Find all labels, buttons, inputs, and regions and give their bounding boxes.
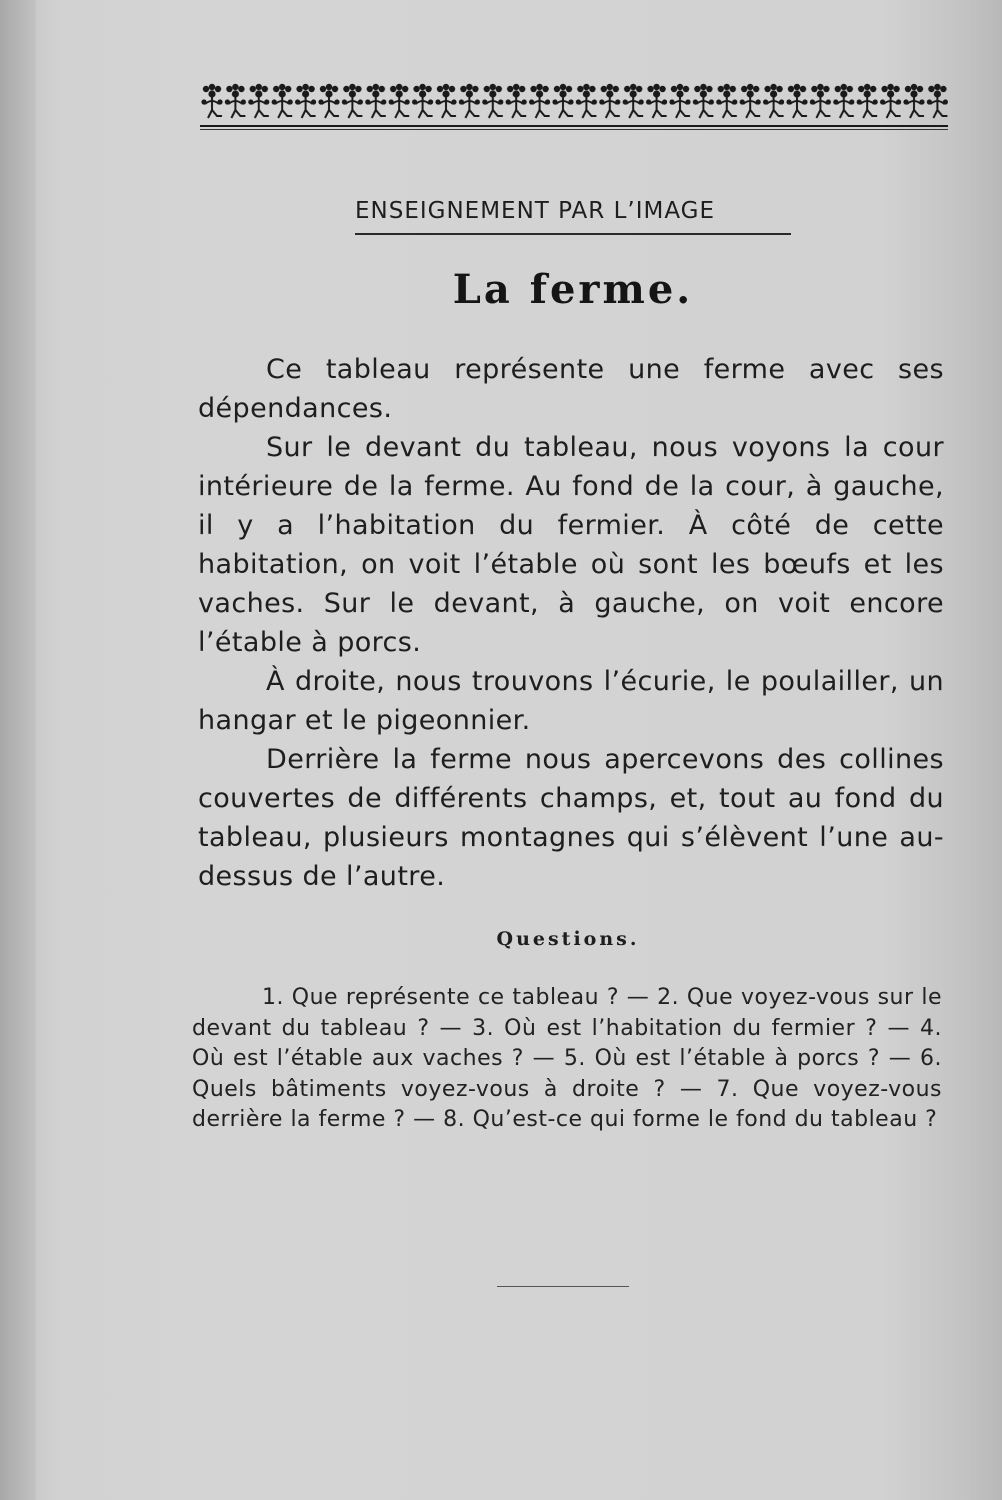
page-title: La ferme.	[452, 266, 694, 313]
book-spine-shadow	[0, 0, 36, 1500]
paragraph-3: À droite, nous trouvons l’écurie, le poulailler, un hangar et le pigeonnier.	[198, 666, 944, 736]
body-text	[198, 350, 944, 896]
kicker-underline	[355, 233, 791, 235]
questions-text: 1. Que représente ce tableau ? — 2. Que voyez-vous sur le devant du tableau ? — 3. Où est l’habitation du fermier ? — 4. Où est l’étable aux vaches ? — 5. Où est l’étable à porcs ? — 6. Quels bâtiments voyez-vous à droite ? — 7. Que voyez-vous derrière la ferme ? — 8. Qu’est-ce qui forme le fond du tableau ?	[192, 985, 942, 1132]
questions-heading: Questions.	[496, 928, 640, 950]
paragraph-2: Sur le devant du tableau, nous voyons la cour intérieure de la ferme. Au fond de la cour, à gauche, il y a l’habitation du fermier. À côté de cette habitation, on voit l’étable où sont les bœufs et les vaches. Sur le devant, à gauche, on voit encore l’étable à porcs.	[198, 432, 944, 658]
floral-ornament-band	[200, 80, 948, 132]
end-rule	[497, 1286, 629, 1287]
section-kicker: ENSEIGNEMENT PAR L’IMAGE	[355, 198, 716, 224]
paragraph-1: Ce tableau représente une ferme avec ses dépendances.	[198, 354, 944, 424]
paragraph-4: Derrière la ferme nous apercevons des collines couvertes de différents champs, et, tout au fond du tableau, plusieurs montagnes qui s’élèvent l’une au-dessus de l’autre.	[198, 744, 944, 892]
